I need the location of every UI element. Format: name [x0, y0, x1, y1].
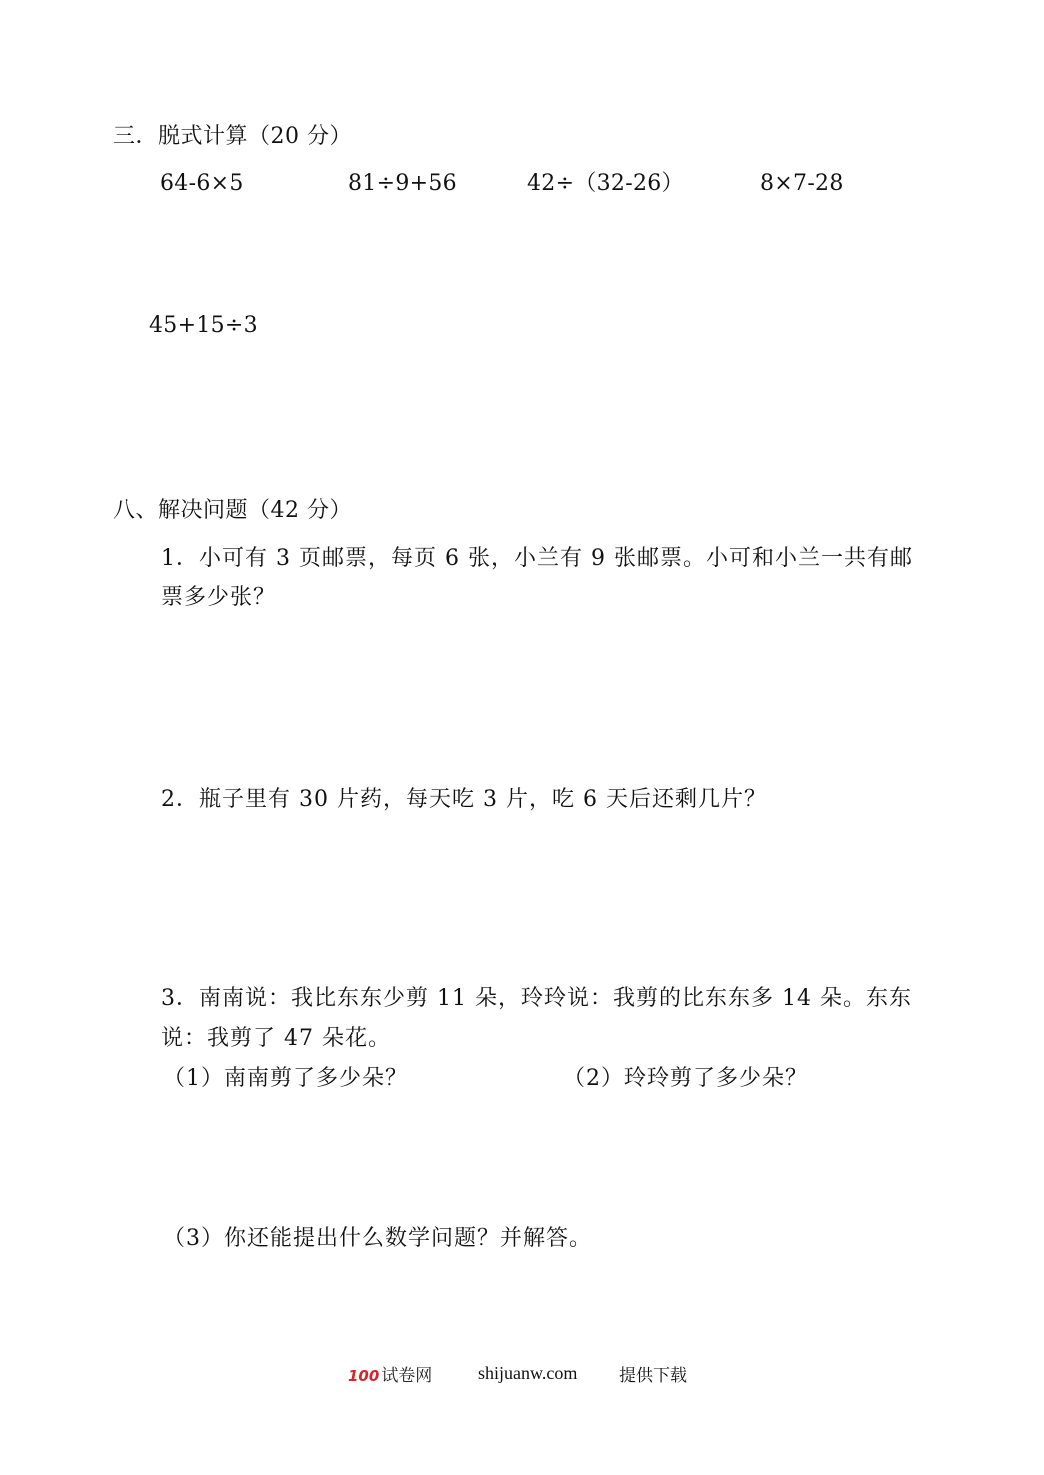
footer-site-link[interactable]: shijuanw.com	[478, 1363, 578, 1383]
expression-2: 81÷9+56	[348, 171, 457, 196]
logo-100-icon: 100	[348, 1367, 380, 1385]
section-3-title: 三．脱式计算（20 分）	[113, 124, 352, 149]
problem-1-line-2: 票多少张？	[161, 585, 277, 610]
expression-3: 42÷（32-26）	[527, 171, 684, 196]
footer-download-text: 提供下载	[619, 1366, 687, 1386]
problem-3-question-1: （1）南南剪了多少朵？	[163, 1066, 408, 1091]
problem-3-question-2: （2）玲玲剪了多少朵？	[563, 1066, 808, 1091]
page-footer	[0, 1361, 1044, 1385]
footer-logo	[348, 1361, 432, 1386]
logo-text: 试卷网	[381, 1366, 433, 1386]
problem-3-line-2: 说：我剪了 47 朵花。	[161, 1026, 391, 1051]
expression-4: 8×7-28	[760, 171, 844, 196]
problem-2: 2．瓶子里有 30 片药，每天吃 3 片，吃 6 天后还剩几片？	[161, 787, 767, 812]
expression-5: 45+15÷3	[149, 313, 258, 338]
problem-3-line-1: 3．南南说：我比东东少剪 11 朵，玲玲说：我剪的比东东多 14 朵。东东	[161, 986, 912, 1011]
section-8-title: 八、解决问题（42 分）	[113, 498, 352, 523]
expression-1: 64-6×5	[160, 171, 244, 196]
problem-1-line-1: 1．小可有 3 页邮票，每页 6 张，小兰有 9 张邮票。小可和小兰一共有邮	[161, 546, 913, 571]
problem-3-question-3: （3）你还能提出什么数学问题？并解答。	[163, 1226, 592, 1251]
